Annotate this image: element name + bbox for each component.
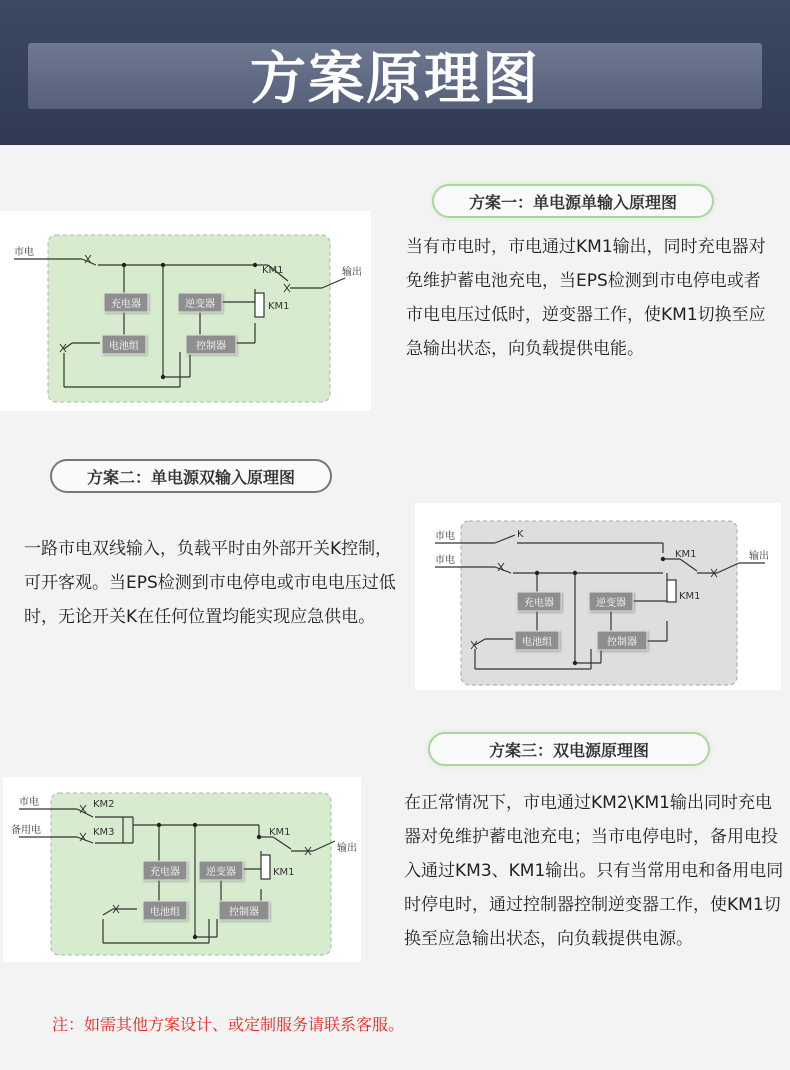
input1-label: 市电 xyxy=(435,531,455,542)
scheme2-diagram xyxy=(415,503,781,690)
scheme1-diagram xyxy=(0,211,371,411)
header xyxy=(0,0,790,145)
charger-label: 充电器 xyxy=(150,867,180,878)
km3-label: KM3 xyxy=(93,827,115,838)
battery-label: 电池组 xyxy=(109,341,139,352)
scheme2-heading: 方案二：单电源双输入原理图 xyxy=(50,459,332,493)
controller-label: 控制器 xyxy=(607,637,637,648)
scheme3-diagram xyxy=(3,777,361,962)
output-label: 输出 xyxy=(337,843,357,854)
controller-label: 控制器 xyxy=(196,341,226,352)
input1-label: 市电 xyxy=(19,797,39,808)
footer-note: 注：如需其他方案设计、或定制服务请联系客服。 xyxy=(52,1015,405,1034)
controller-label: 控制器 xyxy=(229,907,259,918)
switch-label: KM1 xyxy=(262,265,284,276)
coil-label: KM1 xyxy=(679,591,701,602)
input2-label: 备用电 xyxy=(11,825,41,836)
k-label: K xyxy=(517,529,524,540)
inverter-label: 逆变器 xyxy=(596,598,626,609)
scheme3-text: 在正常情况下，市电通过KM2\KM1输出同时充电器对免维护蓄电池充电；当市电停电时，备用电投入通过KM3、KM1输出。只有当常用电和备用电同时停电时，通过控制器控制逆变器工作，使KM1切换至应急输出状态，向负载提供电源。 xyxy=(404,793,784,949)
coil-label: KM1 xyxy=(268,301,290,312)
switch-label: KM1 xyxy=(675,549,697,560)
km2-label: KM2 xyxy=(93,799,115,810)
coil-label: KM1 xyxy=(273,867,295,878)
page-title: 方案原理图 xyxy=(250,47,540,112)
inverter-label: 逆变器 xyxy=(185,299,215,310)
scheme2-text: 一路市电双线输入，负载平时由外部开关K控制，可开客观。当EPS检测到市电停电或市电电压过低时，无论开关K在任何位置均能实现应急供电。 xyxy=(24,539,396,627)
output-label: 输出 xyxy=(342,267,362,278)
inverter-label: 逆变器 xyxy=(206,867,236,878)
switch-label: KM1 xyxy=(269,827,291,838)
scheme1-text: 当有市电时，市电通过KM1输出，同时充电器对免维护蓄电池充电，当EPS检测到市电停电或者市电电压过低时，逆变器工作，使KM1切换至应急输出状态，向负载提供电能。 xyxy=(406,237,766,359)
charger-label: 充电器 xyxy=(111,299,141,310)
charger-label: 充电器 xyxy=(524,598,554,609)
input-label: 市电 xyxy=(14,247,34,258)
input2-label: 市电 xyxy=(435,555,455,566)
battery-label: 电池组 xyxy=(150,907,180,918)
scheme1-heading: 方案一：单电源单输入原理图 xyxy=(432,184,714,218)
scheme3-heading: 方案三：双电源原理图 xyxy=(428,732,710,766)
output-label: 输出 xyxy=(749,551,769,562)
battery-label: 电池组 xyxy=(522,637,552,648)
